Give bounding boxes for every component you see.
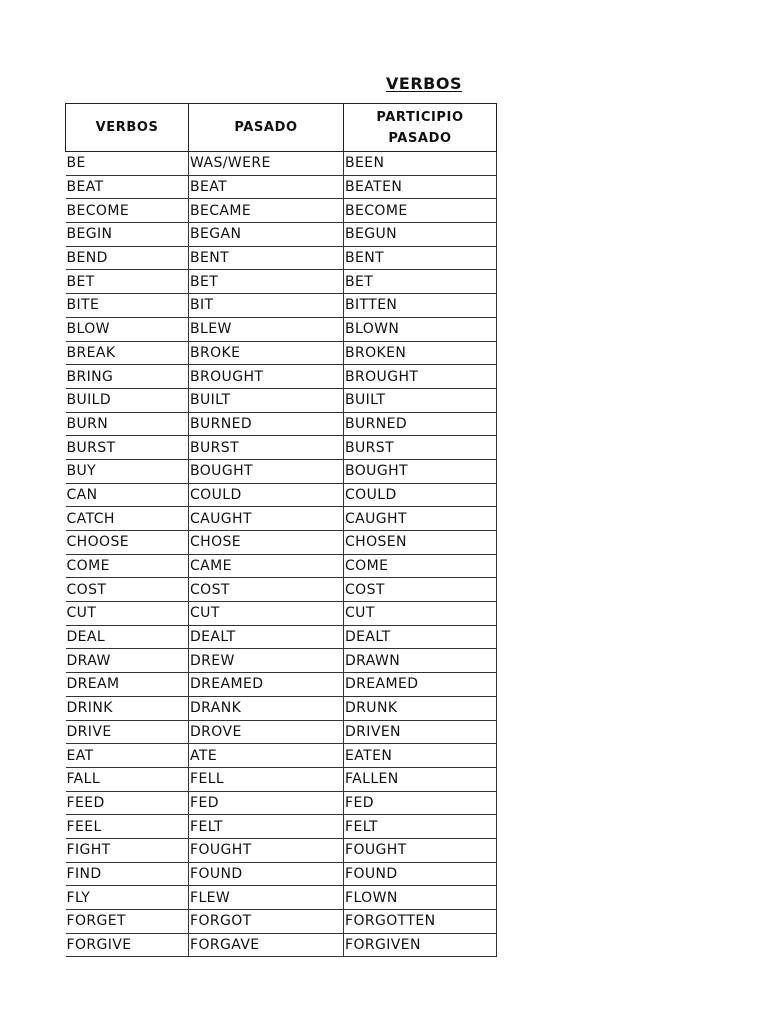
cell-participle: BURST <box>344 436 497 460</box>
table-row <box>66 791 497 815</box>
cell-participle: DRIVEN <box>344 720 497 744</box>
cell-past: BEAT <box>189 175 344 199</box>
table-row <box>66 270 497 294</box>
cell-verb: FLY <box>66 886 189 910</box>
cell-verb: COST <box>66 578 189 602</box>
cell-participle: BITTEN <box>344 294 497 318</box>
cell-past: CUT <box>189 602 344 626</box>
cell-past: ATE <box>189 744 344 768</box>
table-row <box>66 483 497 507</box>
cell-verb: BURN <box>66 412 189 436</box>
cell-verb: CATCH <box>66 507 189 531</box>
cell-participle: BECOME <box>344 199 497 223</box>
cell-verb: BEND <box>66 246 189 270</box>
cell-verb: BRING <box>66 365 189 389</box>
cell-verb: BLOW <box>66 317 189 341</box>
cell-past: FOUGHT <box>189 838 344 862</box>
table-row <box>66 199 497 223</box>
cell-participle: BROKEN <box>344 341 497 365</box>
table-row <box>66 886 497 910</box>
table-row <box>66 838 497 862</box>
cell-participle: COME <box>344 554 497 578</box>
cell-participle: BET <box>344 270 497 294</box>
cell-participle: CAUGHT <box>344 507 497 531</box>
cell-verb: COME <box>66 554 189 578</box>
cell-past: FORGAVE <box>189 933 344 957</box>
cell-past: DREAMED <box>189 673 344 697</box>
cell-participle: BEEN <box>344 152 497 176</box>
cell-participle: DRAWN <box>344 649 497 673</box>
cell-past: DEALT <box>189 625 344 649</box>
table-row <box>66 531 497 555</box>
cell-past: BUILT <box>189 388 344 412</box>
table-row <box>66 720 497 744</box>
cell-verb: DREAM <box>66 673 189 697</box>
cell-past: FORGOT <box>189 910 344 934</box>
cell-participle: BENT <box>344 246 497 270</box>
cell-verb: FEED <box>66 791 189 815</box>
cell-participle: DREAMED <box>344 673 497 697</box>
cell-past: FLEW <box>189 886 344 910</box>
cell-past: COULD <box>189 483 344 507</box>
cell-verb: CAN <box>66 483 189 507</box>
table-row <box>66 223 497 247</box>
cell-verb: FIGHT <box>66 838 189 862</box>
table-row <box>66 862 497 886</box>
header-participio-pasado <box>344 104 497 152</box>
cell-participle: BEATEN <box>344 175 497 199</box>
table-row <box>66 341 497 365</box>
table-row <box>66 625 497 649</box>
cell-past: FELT <box>189 815 344 839</box>
table-row <box>66 554 497 578</box>
cell-past: WAS/WERE <box>189 152 344 176</box>
cell-past: BOUGHT <box>189 459 344 483</box>
cell-verb: BET <box>66 270 189 294</box>
cell-verb: BECOME <box>66 199 189 223</box>
table-row <box>66 152 497 176</box>
cell-participle: CUT <box>344 602 497 626</box>
table-row <box>66 436 497 460</box>
cell-past: BEGAN <box>189 223 344 247</box>
table-row <box>66 294 497 318</box>
cell-past: DREW <box>189 649 344 673</box>
cell-verb: CHOOSE <box>66 531 189 555</box>
cell-verb: BE <box>66 152 189 176</box>
cell-past: DRANK <box>189 696 344 720</box>
cell-participle: DEALT <box>344 625 497 649</box>
cell-verb: DRIVE <box>66 720 189 744</box>
cell-verb: BUILD <box>66 388 189 412</box>
cell-participle: BLOWN <box>344 317 497 341</box>
cell-past: DROVE <box>189 720 344 744</box>
cell-verb: DRINK <box>66 696 189 720</box>
table-row <box>66 459 497 483</box>
table-row <box>66 175 497 199</box>
cell-participle: FED <box>344 791 497 815</box>
cell-verb: BUY <box>66 459 189 483</box>
cell-verb: BREAK <box>66 341 189 365</box>
cell-participle: BUILT <box>344 388 497 412</box>
cell-participle: FORGIVEN <box>344 933 497 957</box>
cell-past: BROUGHT <box>189 365 344 389</box>
table-row <box>66 673 497 697</box>
cell-participle: BROUGHT <box>344 365 497 389</box>
cell-participle: CHOSEN <box>344 531 497 555</box>
cell-past: BROKE <box>189 341 344 365</box>
cell-verb: EAT <box>66 744 189 768</box>
table-row <box>66 412 497 436</box>
cell-past: BET <box>189 270 344 294</box>
cell-past: CAME <box>189 554 344 578</box>
cell-verb: BITE <box>66 294 189 318</box>
cell-past: FELL <box>189 767 344 791</box>
cell-participle: COST <box>344 578 497 602</box>
table-row <box>66 365 497 389</box>
table-row <box>66 246 497 270</box>
cell-verb: FORGET <box>66 910 189 934</box>
header-participio-line1: PARTICIPIO <box>376 109 464 125</box>
cell-verb: BEGIN <box>66 223 189 247</box>
table-row <box>66 696 497 720</box>
cell-verb: FALL <box>66 767 189 791</box>
cell-verb: BEAT <box>66 175 189 199</box>
table-row <box>66 649 497 673</box>
cell-past: FED <box>189 791 344 815</box>
cell-verb: CUT <box>66 602 189 626</box>
cell-verb: FORGIVE <box>66 933 189 957</box>
table-row <box>66 507 497 531</box>
table-row <box>66 815 497 839</box>
cell-participle: COULD <box>344 483 497 507</box>
header-participio-line2: PASADO <box>388 130 452 146</box>
table-row <box>66 933 497 957</box>
cell-verb: BURST <box>66 436 189 460</box>
cell-participle: BEGUN <box>344 223 497 247</box>
cell-past: CAUGHT <box>189 507 344 531</box>
cell-past: BENT <box>189 246 344 270</box>
cell-participle: FALLEN <box>344 767 497 791</box>
cell-past: COST <box>189 578 344 602</box>
cell-past: CHOSE <box>189 531 344 555</box>
table-row <box>66 744 497 768</box>
table-header-row <box>66 104 497 152</box>
cell-past: BURST <box>189 436 344 460</box>
table-row <box>66 910 497 934</box>
cell-verb: DEAL <box>66 625 189 649</box>
cell-participle: EATEN <box>344 744 497 768</box>
cell-past: FOUND <box>189 862 344 886</box>
cell-participle: FOUGHT <box>344 838 497 862</box>
cell-verb: FEEL <box>66 815 189 839</box>
cell-participle: FOUND <box>344 862 497 886</box>
verb-rows <box>66 152 497 957</box>
cell-participle: BURNED <box>344 412 497 436</box>
cell-past: BIT <box>189 294 344 318</box>
cell-verb: DRAW <box>66 649 189 673</box>
cell-past: BURNED <box>189 412 344 436</box>
table-row <box>66 578 497 602</box>
document-title: VERBOS <box>386 74 462 93</box>
table-row <box>66 317 497 341</box>
cell-past: BLEW <box>189 317 344 341</box>
cell-participle: FLOWN <box>344 886 497 910</box>
header-pasado: PASADO <box>189 104 344 152</box>
table-row <box>66 767 497 791</box>
verbs-table <box>65 103 497 957</box>
table-row <box>66 388 497 412</box>
cell-participle: FELT <box>344 815 497 839</box>
cell-participle: BOUGHT <box>344 459 497 483</box>
header-verbos: VERBOS <box>66 104 189 152</box>
cell-past: BECAME <box>189 199 344 223</box>
cell-participle: DRUNK <box>344 696 497 720</box>
cell-participle: FORGOTTEN <box>344 910 497 934</box>
cell-verb: FIND <box>66 862 189 886</box>
table-row <box>66 602 497 626</box>
